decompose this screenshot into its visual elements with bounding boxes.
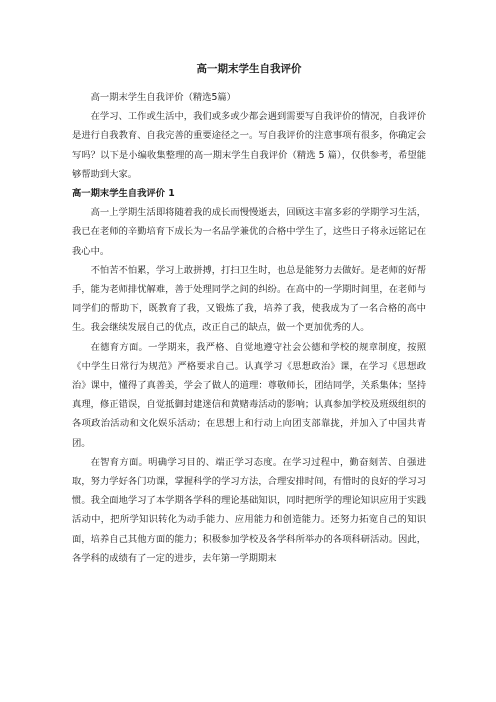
paragraph: 在学习、工作或生活中，我们或多或少都会遇到需要写自我评价的情况，自我评价是进行自我教育、自我完善的重要途径之一。写自我评价的注意事项有很多，你确定会写吗？以下是小编收集整理的高一期末学生自我评价（精选 5 篇），仅供参考，希望能够帮助到大家。: [72, 111, 426, 180]
paragraph: 高一期末学生自我评价（精选5篇）: [90, 92, 236, 103]
paragraph: 在智育方面。明确学习目的、端正学习态度。在学习过程中，勤奋刻苦、自强进取，努力学好各门功课，掌握科学的学习方法，合理安排时间，有惜时的良好的学习习惯。我全面地学习了本学期各学科的理论基础知识，同时把所学的理论知识应用于实践活动中，把所学知识转化为动手能力、应用能力和创造能力。还努力拓宽自己的知识面，培养自己其他方面的能力；积极参加学校及各学科所举办的各项科研活动。因此，各学科的成绩有了一定的进步，去年第一学期期末: [72, 456, 426, 564]
document-page: [72, 62, 426, 568]
paragraph: 高一上学期生活即将随着我的成长而慢慢逝去，回顾这丰富多彩的学期学习生活，我已在老师的辛勤培育下成长为一名品学兼优的合格中学生了，这些日子将永远铭记在我心中。: [72, 207, 426, 257]
section-heading: 高一期末学生自我评价 1: [72, 188, 175, 200]
paragraph: 不怕苦不怕累，学习上敢拼搏，打扫卫生时，也总是能努力去做好。是老师的好帮手，能为老师排忧解难，善于处理同学之间的纠纷。在高中的一学期时间里，在老师与同学们的帮助下，既教育了我，又锻炼了我，培养了我，使我成为了一名合格的高中生。我会继续发展自己的优点，改正自己的缺点，做一个更加优秀的人。: [72, 264, 426, 334]
paragraph: 在德育方面。一学期来，我严格、自觉地遵守社会公德和学校的规章制度，按照《中学生日常行为规范》严格要求自己。认真学习《思想政治》课，在学习《思想政治》课中，懂得了真善美，学会了做人的道理：尊敬师长，团结同学，关系集体；坚持真理，修正错误，自觉抵御封建迷信和黄赌毒活动的影响；认真参加学校及班级组织的各项政治活动和文化娱乐活动；在思想上和行动上向团支部靠拢，并加入了中国共青团。: [72, 341, 426, 449]
document-body: [72, 88, 426, 568]
document-title: 高一期末学生自我评价: [196, 63, 302, 75]
